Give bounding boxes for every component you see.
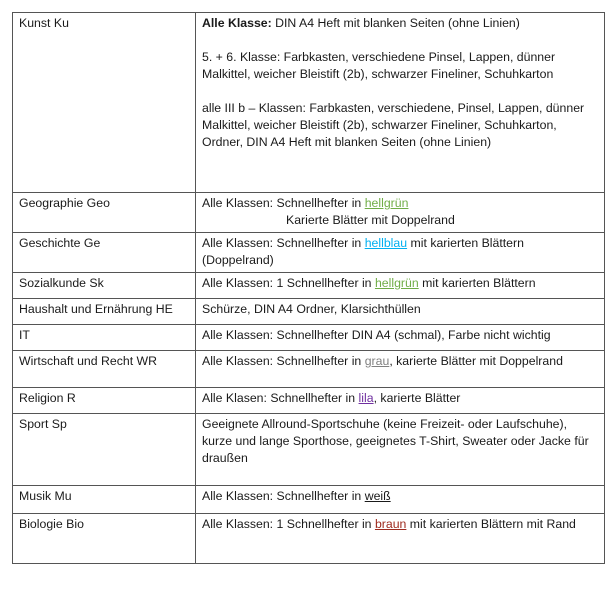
requirements-cell: Alle Klassen: Schnellhefter in grau, karierte Blätter mit Doppelrand [196,351,605,388]
subject-cell: Kunst Ku [13,13,196,193]
supply-list-table-container [12,12,605,564]
color-word: hellgrün [364,196,409,210]
table-row [13,299,605,325]
requirements-cell: Alle Klasen: Schnellhefter in lila, karierte Blätter [196,388,605,414]
table-row [13,233,605,273]
table-row [13,388,605,414]
subject-cell: Geographie Geo [13,193,196,233]
table-row [13,13,605,193]
table-row [13,514,605,564]
requirements-cell: Alle Klassen: Schnellhefter in hellblau mit karierten Blättern (Doppelrand) [196,233,605,273]
requirements-cell: Alle Klassen: Schnellhefter in hellgrün Karierte Blätter mit Doppelrand [196,193,605,233]
requirements-cell: Alle Klassen: 1 Schnellhefter in braun mit karierten Blättern mit Rand [196,514,605,564]
subject-cell: Sozialkunde Sk [13,273,196,299]
requirements-cell: Alle Klassen: 1 Schnellhefter in hellgrün mit karierten Blättern [196,273,605,299]
subject-cell: Musik Mu [13,486,196,514]
requirements-cell: Alle Klassen: Schnellhefter in weiß [196,486,605,514]
table-row [13,351,605,388]
color-word: grau [364,354,390,368]
subject-cell: Biologie Bio [13,514,196,564]
subject-cell: Geschichte Ge [13,233,196,273]
table-row [13,273,605,299]
subject-cell: Haushalt und Ernährung HE [13,299,196,325]
requirement-line: Alle Klasse: DIN A4 Heft mit blanken Seiten (ohne Linien) [202,16,520,30]
table-row [13,193,605,233]
bold-label: Alle Klasse: [202,16,272,30]
subject-cell: Wirtschaft und Recht WR [13,351,196,388]
requirements-cell: Schürze, DIN A4 Ordner, Klarsichthüllen [196,299,605,325]
supply-list-table [12,12,605,564]
requirement-paragraph: 5. + 6. Klasse: Farbkasten, verschiedene Pinsel, Lappen, dünner Malkittel, weicher Bleistift (2b), schwarzer Fineliner, Schuhkarton [202,50,556,81]
requirement-line: Karierte Blätter mit Doppelrand [286,213,455,227]
requirements-cell [196,13,605,193]
table-row [13,325,605,351]
table-row [13,486,605,514]
color-word: lila [358,391,374,405]
subject-cell: Sport Sp [13,414,196,486]
table-row [13,414,605,486]
subject-cell: Religion R [13,388,196,414]
color-word: hellblau [364,236,408,250]
requirements-cell: Alle Klassen: Schnellhefter DIN A4 (schmal), Farbe nicht wichtig [196,325,605,351]
requirement-paragraph: alle III b – Klassen: Farbkasten, verschiedene, Pinsel, Lappen, dünner Malkittel, weicher Bleistift (2b), schwarzer Fineliner, Schuhkarton, Ordner, DIN A4 Heft mit blanken Seiten (ohne Linien) [202,101,585,149]
color-word: braun [374,517,407,531]
requirements-cell: Geeignete Allround-Sportschuhe (keine Freizeit- oder Laufschuhe), kurze und lange Sporthose, geeignetes T-Shirt, Sweater oder Jacke für draußen [196,414,605,486]
color-word: weiß [364,489,391,503]
subject-cell: IT [13,325,196,351]
color-word: hellgrün [374,276,419,290]
